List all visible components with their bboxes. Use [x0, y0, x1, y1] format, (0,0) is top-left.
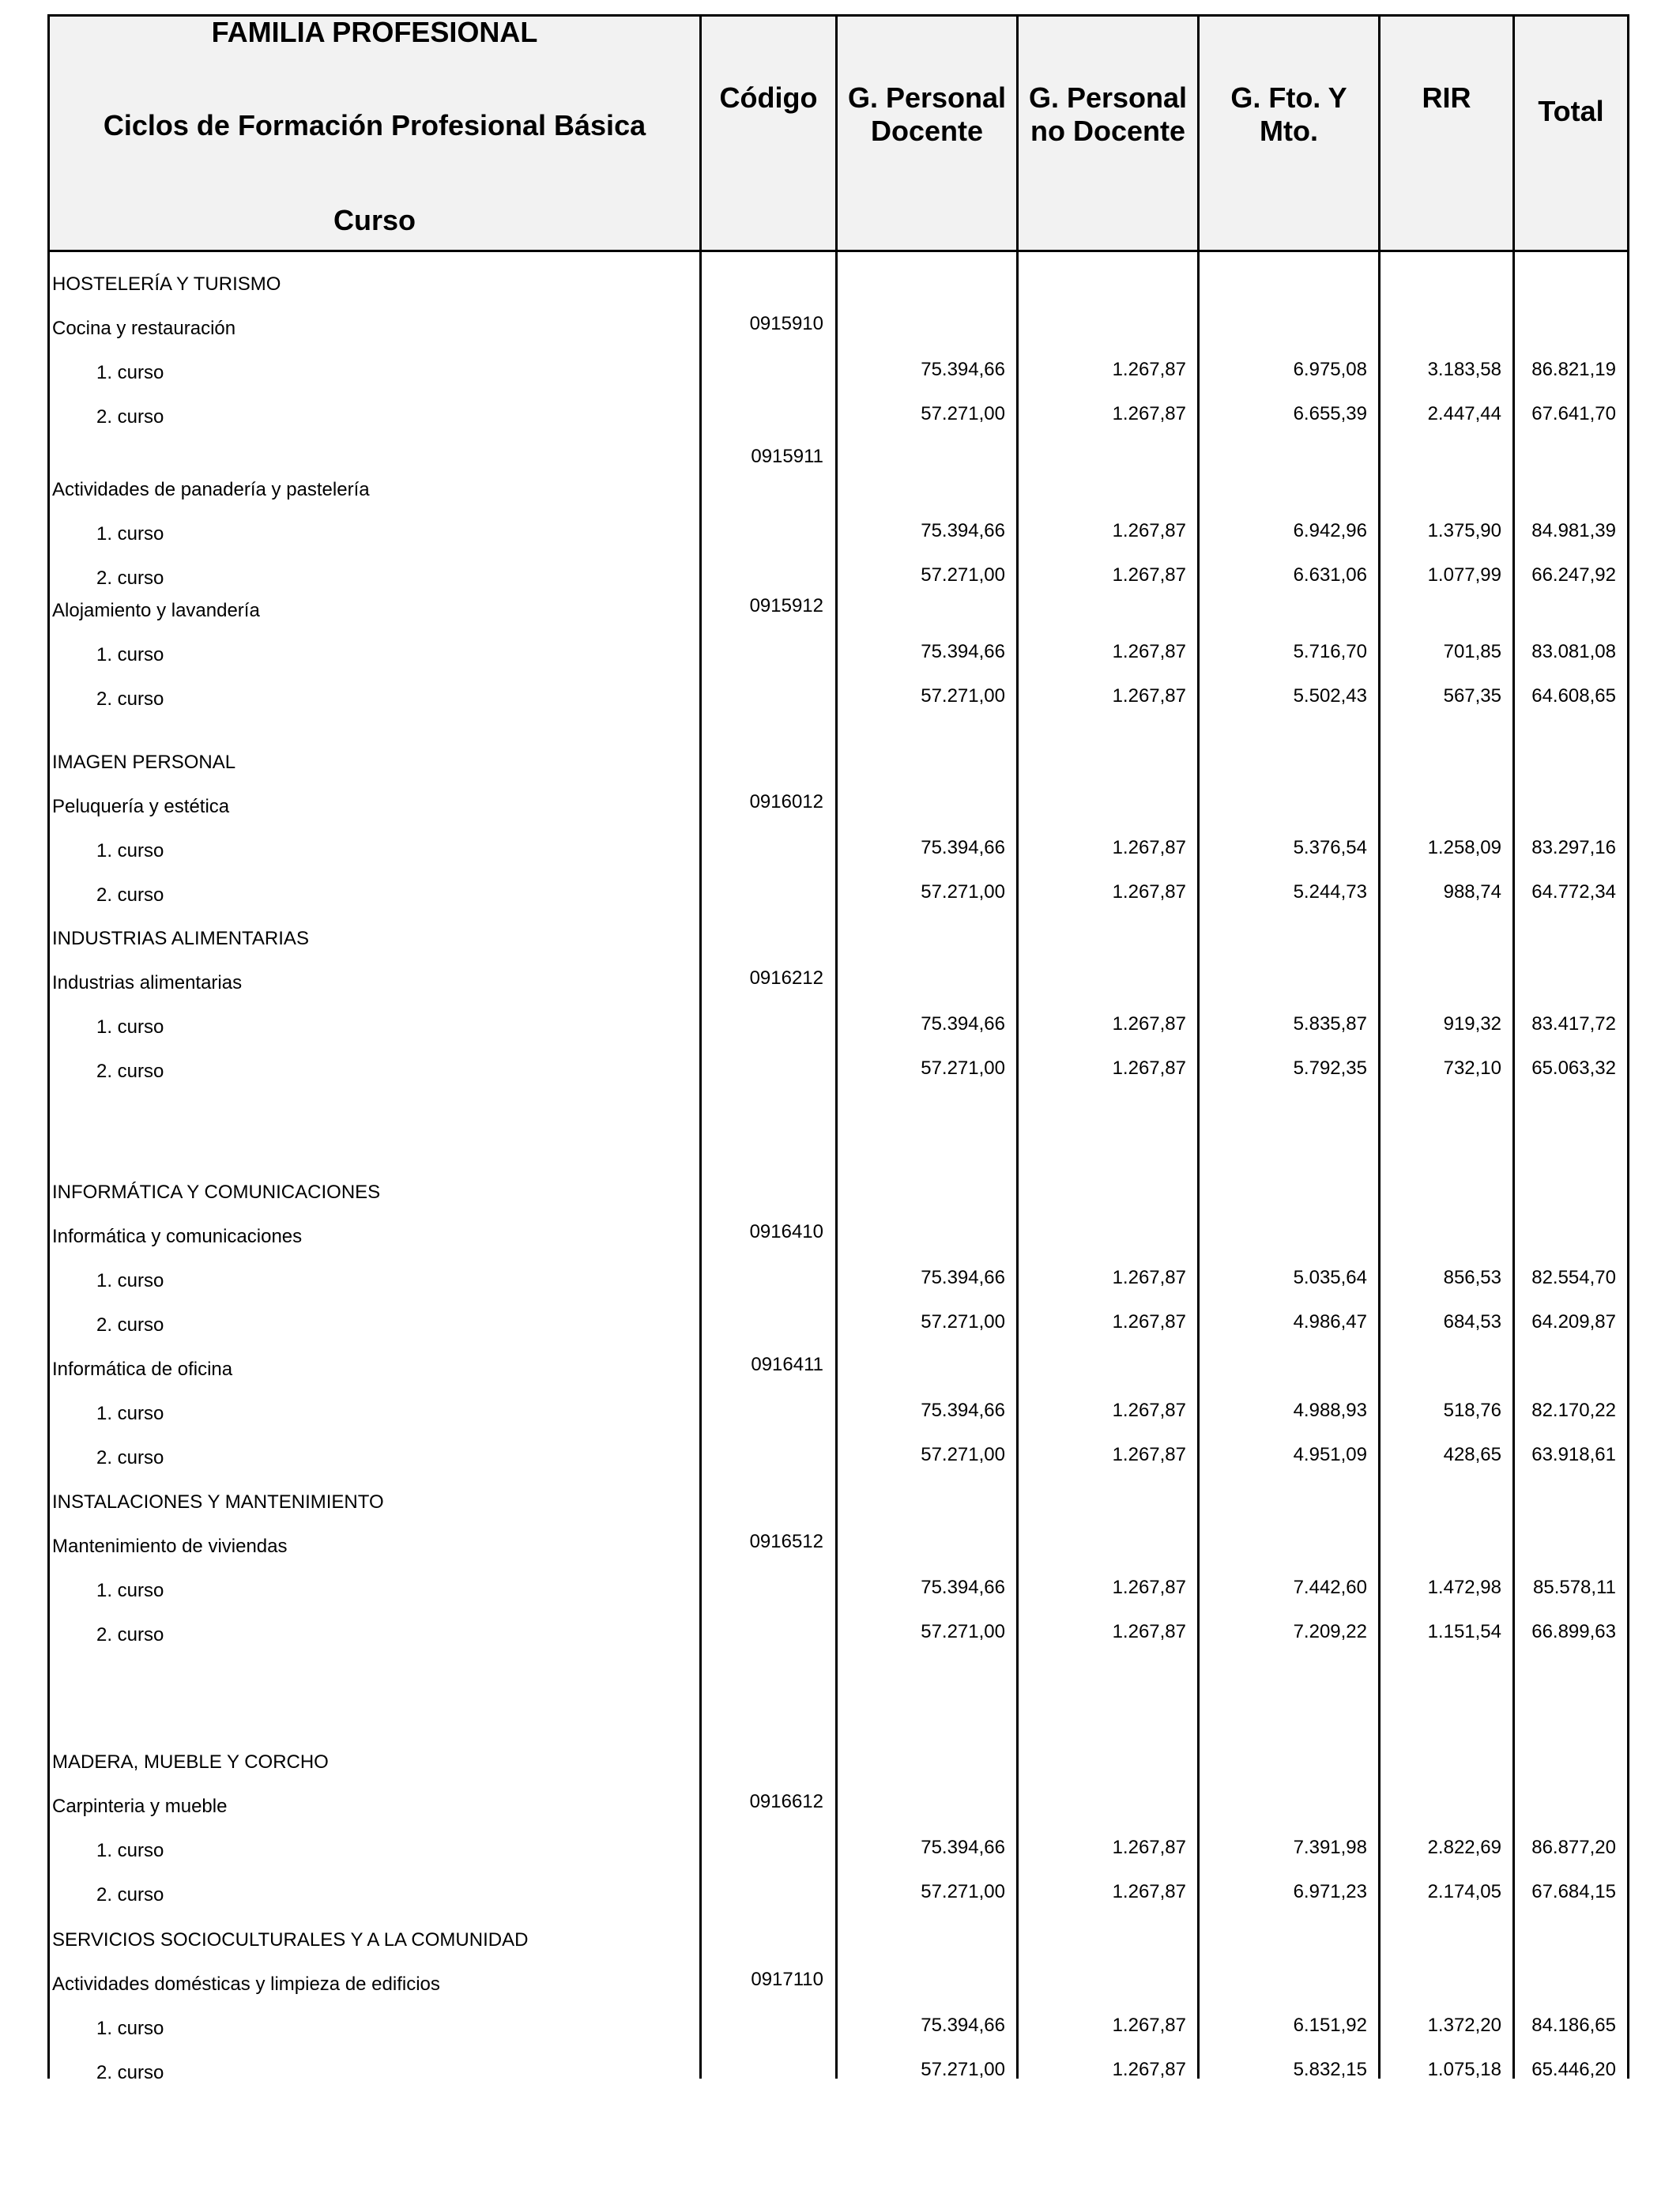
total-value: 82.170,22: [1531, 1400, 1616, 1421]
g-fto-mto-value: 5.835,87: [1293, 1013, 1367, 1035]
header-curso: Curso: [333, 204, 416, 236]
g-fto-mto-value: 6.151,92: [1293, 2015, 1367, 2036]
total-value: 65.446,20: [1531, 2059, 1616, 2080]
rir-value: 3.183,58: [1427, 359, 1501, 380]
g-personal-no-docente-value: 1.267,87: [1112, 359, 1186, 380]
total-value: 65.063,32: [1531, 1057, 1616, 1079]
total-value: 63.918,61: [1531, 1444, 1616, 1465]
header-rir: RIR: [1422, 81, 1471, 114]
g-personal-docente-value: 57.271,00: [921, 1311, 1005, 1333]
total-value: 64.772,34: [1531, 881, 1616, 903]
rir-value: 1.372,20: [1427, 2015, 1501, 2036]
header-g-personal-docente: G. Personal Docente: [847, 81, 1007, 147]
rir-value: 1.375,90: [1427, 520, 1501, 541]
g-personal-docente-value: 75.394,66: [921, 520, 1005, 541]
header-familia: FAMILIA PROFESIONAL: [211, 16, 538, 48]
rir-value: 701,85: [1443, 641, 1501, 662]
course-label: 2. curso: [96, 1624, 164, 1646]
total-value: 67.641,70: [1531, 403, 1616, 424]
g-personal-docente-value: 75.394,66: [921, 1400, 1005, 1421]
rir-value: 856,53: [1443, 1267, 1501, 1288]
column-divider: [1197, 14, 1200, 2079]
family-label: MADERA, MUEBLE Y CORCHO: [52, 1751, 329, 1773]
g-personal-no-docente-value: 1.267,87: [1112, 641, 1186, 662]
g-personal-docente-value: 75.394,66: [921, 2015, 1005, 2036]
rir-value: 428,65: [1443, 1444, 1501, 1465]
g-personal-docente-value: 57.271,00: [921, 403, 1005, 424]
g-fto-mto-value: 6.631,06: [1293, 564, 1367, 586]
g-personal-docente-value: 75.394,66: [921, 1013, 1005, 1035]
column-divider: [1512, 14, 1515, 2079]
total-value: 82.554,70: [1531, 1267, 1616, 1288]
g-personal-docente-value: 75.394,66: [921, 837, 1005, 858]
rir-value: 1.258,09: [1427, 837, 1501, 858]
rir-value: 1.077,99: [1427, 564, 1501, 586]
g-personal-no-docente-value: 1.267,87: [1112, 1311, 1186, 1333]
cycle-label: Informática y comunicaciones: [52, 1226, 303, 1247]
cycle-label: Carpinteria y mueble: [52, 1796, 228, 1817]
family-label: INDUSTRIAS ALIMENTARIAS: [52, 928, 309, 949]
g-personal-no-docente-value: 1.267,87: [1112, 2015, 1186, 2036]
cycle-code: 0915912: [749, 595, 823, 616]
total-value: 83.417,72: [1531, 1013, 1616, 1035]
cycle-label: Alojamiento y lavandería: [52, 600, 260, 621]
header-g-fto-mto: G. Fto. Y Mto.: [1230, 81, 1347, 147]
course-label: 1. curso: [96, 1270, 164, 1291]
g-personal-docente-value: 75.394,66: [921, 1267, 1005, 1288]
cycle-code: 0916512: [749, 1531, 823, 1552]
g-fto-mto-value: 5.832,15: [1293, 2059, 1367, 2080]
cycle-code: 0916012: [749, 791, 823, 812]
g-fto-mto-value: 5.244,73: [1293, 881, 1367, 903]
total-value: 64.209,87: [1531, 1311, 1616, 1333]
g-personal-no-docente-value: 1.267,87: [1112, 1621, 1186, 1642]
cycle-code: 0916612: [749, 1791, 823, 1812]
course-label: 1. curso: [96, 840, 164, 861]
course-label: 1. curso: [96, 2018, 164, 2039]
g-personal-docente-value: 75.394,66: [921, 359, 1005, 380]
cycle-code: 0915910: [749, 313, 823, 334]
rir-value: 988,74: [1443, 881, 1501, 903]
g-personal-no-docente-value: 1.267,87: [1112, 1444, 1186, 1465]
cycle-code: 0916411: [751, 1354, 823, 1375]
g-fto-mto-value: 5.716,70: [1293, 641, 1367, 662]
total-value: 84.186,65: [1531, 2015, 1616, 2036]
g-fto-mto-value: 5.035,64: [1293, 1267, 1367, 1288]
g-fto-mto-value: 7.391,98: [1293, 1837, 1367, 1858]
g-personal-no-docente-value: 1.267,87: [1112, 520, 1186, 541]
course-label: 2. curso: [96, 2062, 164, 2083]
g-personal-docente-value: 57.271,00: [921, 881, 1005, 903]
g-fto-mto-value: 5.376,54: [1293, 837, 1367, 858]
g-personal-no-docente-value: 1.267,87: [1112, 1837, 1186, 1858]
family-label: IMAGEN PERSONAL: [52, 752, 236, 773]
cycle-code: 0915911: [751, 446, 823, 467]
rir-value: 1.075,18: [1427, 2059, 1501, 2080]
g-personal-docente-value: 57.271,00: [921, 564, 1005, 586]
g-personal-docente-value: 57.271,00: [921, 1881, 1005, 1902]
cycle-label: Peluquería y estética: [52, 796, 230, 817]
rir-value: 2.822,69: [1427, 1837, 1501, 1858]
cycle-label: Actividades de panadería y pastelería: [52, 479, 370, 500]
total-value: 85.578,11: [1533, 1577, 1616, 1598]
course-label: 2. curso: [96, 1061, 164, 1082]
course-label: 2. curso: [96, 1314, 164, 1336]
course-label: 1. curso: [96, 362, 164, 383]
rir-value: 1.151,54: [1427, 1621, 1501, 1642]
g-fto-mto-value: 4.986,47: [1293, 1311, 1367, 1333]
g-personal-no-docente-value: 1.267,87: [1112, 2059, 1186, 2080]
rir-value: 2.174,05: [1427, 1881, 1501, 1902]
course-label: 2. curso: [96, 567, 164, 589]
g-personal-no-docente-value: 1.267,87: [1112, 881, 1186, 903]
cycle-label: Industrias alimentarias: [52, 972, 243, 993]
header-g-personal-no-docente: G. Personal no Docente: [1028, 81, 1188, 147]
course-label: 1. curso: [96, 1840, 164, 1861]
rir-value: 1.472,98: [1427, 1577, 1501, 1598]
g-fto-mto-value: 7.442,60: [1293, 1577, 1367, 1598]
total-value: 83.081,08: [1531, 641, 1616, 662]
course-label: 1. curso: [96, 1580, 164, 1601]
header-ciclos: Ciclos de Formación Profesional Básica: [103, 109, 646, 141]
total-value: 64.608,65: [1531, 685, 1616, 707]
rir-value: 919,32: [1443, 1013, 1501, 1035]
column-divider: [1016, 14, 1019, 2079]
g-personal-no-docente-value: 1.267,87: [1112, 685, 1186, 707]
g-personal-docente-value: 57.271,00: [921, 685, 1005, 707]
course-label: 2. curso: [96, 1447, 164, 1468]
header-codigo: Código: [719, 81, 818, 114]
g-fto-mto-value: 6.655,39: [1293, 403, 1367, 424]
g-fto-mto-value: 6.971,23: [1293, 1881, 1367, 1902]
g-personal-docente-value: 75.394,66: [921, 641, 1005, 662]
g-personal-docente-value: 57.271,00: [921, 1621, 1005, 1642]
course-label: 1. curso: [96, 1403, 164, 1424]
course-label: 2. curso: [96, 1884, 164, 1906]
g-fto-mto-value: 5.502,43: [1293, 685, 1367, 707]
g-personal-no-docente-value: 1.267,87: [1112, 1267, 1186, 1288]
family-label: SERVICIOS SOCIOCULTURALES Y A LA COMUNIDAD: [52, 1929, 529, 1951]
g-personal-no-docente-value: 1.267,87: [1112, 1057, 1186, 1079]
total-value: 86.877,20: [1531, 1837, 1616, 1858]
total-value: 66.899,63: [1531, 1621, 1616, 1642]
total-value: 83.297,16: [1531, 837, 1616, 858]
header-bottom-rule: [47, 250, 1629, 252]
course-label: 2. curso: [96, 884, 164, 906]
cycle-label: Informática de oficina: [52, 1359, 233, 1380]
g-fto-mto-value: 6.942,96: [1293, 520, 1367, 541]
rir-value: 518,76: [1443, 1400, 1501, 1421]
g-personal-docente-value: 57.271,00: [921, 1444, 1005, 1465]
g-personal-no-docente-value: 1.267,87: [1112, 1400, 1186, 1421]
rir-value: 684,53: [1443, 1311, 1501, 1333]
g-fto-mto-value: 4.951,09: [1293, 1444, 1367, 1465]
cycle-code: 0916410: [749, 1221, 823, 1242]
cycle-label: Cocina y restauración: [52, 318, 236, 339]
rir-value: 732,10: [1443, 1057, 1501, 1079]
cycle-code: 0917110: [751, 1969, 823, 1990]
rir-value: 2.447,44: [1427, 403, 1501, 424]
g-personal-no-docente-value: 1.267,87: [1112, 564, 1186, 586]
g-personal-docente-value: 57.271,00: [921, 2059, 1005, 2080]
g-personal-no-docente-value: 1.267,87: [1112, 403, 1186, 424]
family-label: INFORMÁTICA Y COMUNICACIONES: [52, 1182, 381, 1203]
g-personal-docente-value: 57.271,00: [921, 1057, 1005, 1079]
cycle-code: 0916212: [749, 967, 823, 989]
g-personal-no-docente-value: 1.267,87: [1112, 1881, 1186, 1902]
rir-value: 567,35: [1443, 685, 1501, 707]
g-personal-no-docente-value: 1.267,87: [1112, 1577, 1186, 1598]
g-personal-no-docente-value: 1.267,87: [1112, 837, 1186, 858]
total-value: 67.684,15: [1531, 1881, 1616, 1902]
total-value: 86.821,19: [1531, 359, 1616, 380]
g-personal-docente-value: 75.394,66: [921, 1837, 1005, 1858]
course-label: 1. curso: [96, 523, 164, 545]
g-personal-docente-value: 75.394,66: [921, 1577, 1005, 1598]
family-label: HOSTELERÍA Y TURISMO: [52, 273, 281, 295]
g-fto-mto-value: 4.988,93: [1293, 1400, 1367, 1421]
family-label: INSTALACIONES Y MANTENIMIENTO: [52, 1491, 384, 1513]
header-total: Total: [1538, 95, 1604, 127]
g-fto-mto-value: 6.975,08: [1293, 359, 1367, 380]
g-personal-no-docente-value: 1.267,87: [1112, 1013, 1186, 1035]
course-label: 2. curso: [96, 406, 164, 428]
g-fto-mto-value: 5.792,35: [1293, 1057, 1367, 1079]
course-label: 1. curso: [96, 1016, 164, 1038]
total-value: 84.981,39: [1531, 520, 1616, 541]
course-label: 2. curso: [96, 688, 164, 710]
cycle-label: Actividades domésticas y limpieza de edificios: [52, 1973, 440, 1995]
cycle-label: Mantenimiento de viviendas: [52, 1536, 288, 1557]
column-divider: [1378, 14, 1381, 2079]
total-value: 66.247,92: [1531, 564, 1616, 586]
course-label: 1. curso: [96, 644, 164, 665]
g-fto-mto-value: 7.209,22: [1293, 1621, 1367, 1642]
column-divider: [835, 14, 838, 2079]
